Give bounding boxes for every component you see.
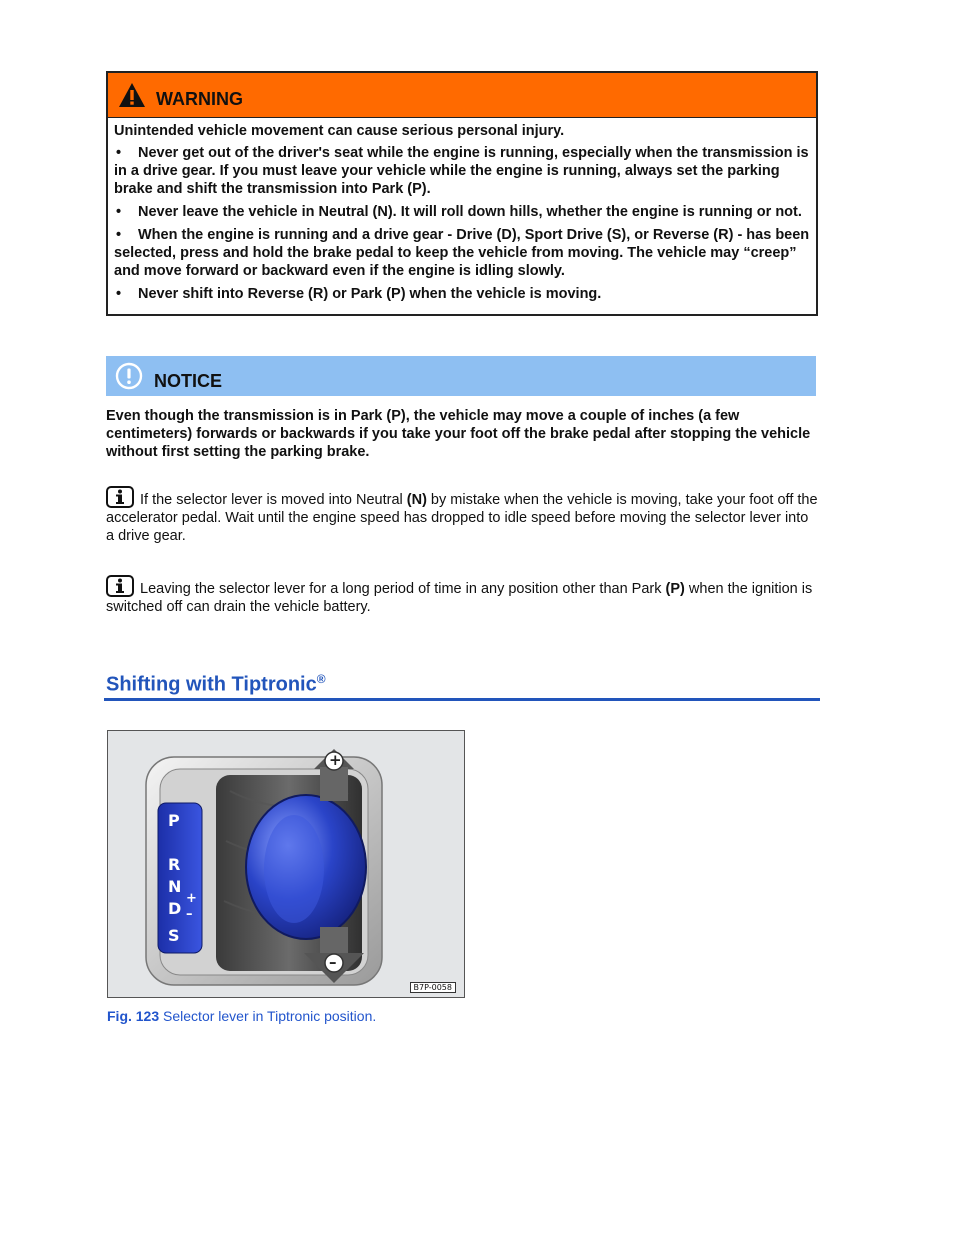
gear-label-s: S (168, 926, 180, 945)
warning-bullet: • When the engine is running and a drive gear - Drive (D), Sport Drive (S), or Reverse (R) - has been selected, press and hold the brake pedal to keep the vehicle from moving. The vehicle may “creep” and move forward or backward even if the engine is idling slowly. (114, 227, 810, 279)
selector-lever-illustration (108, 731, 464, 997)
gear-label-r: R (168, 855, 181, 874)
gear-label-p: P (168, 811, 180, 830)
info-icon (106, 575, 134, 597)
info-icon (106, 486, 134, 508)
tiptronic-minus-small: – (186, 907, 193, 922)
plus-arrow-icon: + (329, 751, 342, 769)
warning-body (108, 118, 816, 314)
warning-triangle-icon (118, 82, 146, 108)
minus-arrow-icon: – (329, 953, 337, 971)
warning-box (106, 71, 818, 316)
figure-selector-lever (107, 730, 465, 998)
info-note: If the selector lever is moved into Neutral (N) by mistake when the vehicle is moving, take your foot off the accelerator pedal. Wait until the engine speed has dropped to idle speed before moving the selector lever into a drive gear. (106, 486, 818, 545)
section-heading: Shifting with Tiptronic® (106, 672, 326, 696)
gear-label-d: D (168, 899, 182, 918)
warning-bullet: • Never get out of the driver's seat while the engine is running, especially when the transmission is in a drive gear. If you must leave your vehicle while the engine is running, always set the parking brake and shift the transmission into Park (P). (114, 145, 809, 197)
tiptronic-plus-small: + (186, 891, 197, 906)
notice-title: NOTICE (154, 370, 223, 391)
warning-bullet: • Never leave the vehicle in Neutral (N). It will roll down hills, whether the engine is running or not. (116, 204, 802, 220)
warning-bullet: • Never shift into Reverse (R) or Park (P) when the vehicle is moving. (116, 286, 602, 302)
notice-text: Even though the transmission is in Park (P), the vehicle may move a couple of inches (a few centimeters) forwards or backwards if you take your foot off the brake pedal after stopping the vehicle without first setting the parking brake. (106, 408, 811, 460)
warning-header (108, 73, 816, 118)
notice-header (106, 356, 816, 396)
warning-title: WARNING (156, 88, 243, 109)
warning-intro: Unintended vehicle movement can cause serious personal injury. (114, 123, 565, 139)
heading-rule (104, 698, 820, 701)
figure-code: B7P-0058 (410, 982, 456, 993)
notice-exclamation-icon (114, 361, 144, 391)
info-note: Leaving the selector lever for a long period of time in any position other than Park (P) when the ignition is switched off can drain the vehicle battery. (106, 575, 818, 616)
gear-label-n: N (168, 877, 182, 896)
figure-caption: Fig. 123 Selector lever in Tiptronic position. (107, 1008, 377, 1024)
